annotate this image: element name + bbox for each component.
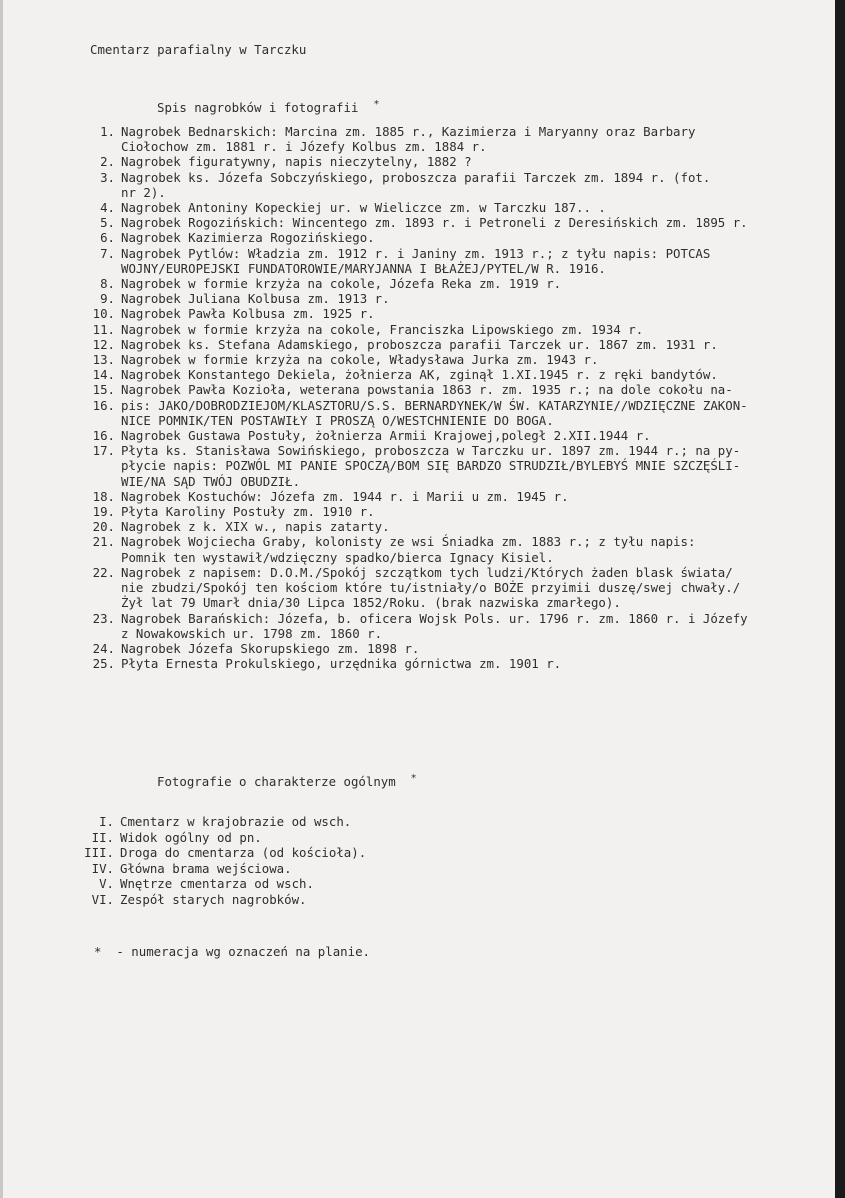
list-item <box>82 154 827 169</box>
list-item <box>82 322 827 337</box>
list-item-text: Płyta Ernesta Prokulskiego, urzędnika górnictwa zm. 1901 r. <box>121 656 562 672</box>
photo-item <box>66 830 566 846</box>
list-item-text: Nagrobek Pawła Kolbusa zm. 1925 r. <box>121 306 375 322</box>
list-item-text: Płyta ks. Stanisława Sowińskiego, proboszcza w Tarczku ur. 1897 zm. 1944 r.; na py- płycie napis: POZWÓL MI PANIE SPOCZĄ/BOM SIĘ BARDZO STRUDZIŁ/BYLEBYŚ MNIE SZCZĘŚLI- WIE/NA SĄD TWÓJ OBUDZIŁ. <box>121 443 741 489</box>
photo-item-text: Wnętrze cmentarza od wsch. <box>120 876 314 891</box>
photo-item-number: III. <box>84 845 114 860</box>
photo-item <box>66 861 566 877</box>
photo-item-text: Zespół starych nagrobków. <box>120 891 307 907</box>
photo-item-text: Główna brama wejściowa. <box>120 860 292 876</box>
photo-list <box>66 814 566 907</box>
list-item-number: 13. <box>92 352 115 368</box>
list-item-text: Nagrobek ks. Stefana Adamskiego, proboszcza parafii Tarczek ur. 1867 zm. 1931 r. <box>121 336 718 352</box>
list-item-text: Nagrobek Pytlów: Władzia zm. 1912 r. i Janiny zm. 1913 r.; z tyłu napis: POTCAS WOJNY/EUROPEJSKI FUNDATOROWIE/MARYJANNA I BŁAŻEJ/PYTEL/W R. 1916. <box>121 245 711 276</box>
list-item-number: 16. <box>92 428 115 444</box>
scan-edge-left <box>0 0 3 1198</box>
list-item <box>82 276 827 291</box>
list-item-number: 19. <box>92 504 115 520</box>
list-item-text: Nagrobek Kazimierza Rogozińskiego. <box>121 230 375 246</box>
list-item-text: Nagrobek figuratywny, napis nieczytelny, 1882 ? <box>121 154 472 170</box>
list-item-text: Nagrobek Gustawa Postuły, żołnierza Armii Krajowej,poległ 2.XII.1944 r. <box>121 428 651 444</box>
list-item-number: 16. <box>92 397 115 413</box>
list-item-number: 18. <box>92 488 115 504</box>
list-item-number: 22. <box>92 564 115 580</box>
list-title-text: Spis nagrobków i fotografii <box>157 100 359 116</box>
list-item <box>82 306 827 321</box>
list-item-text: Nagrobek Kostuchów: Józefa zm. 1944 r. i Marii u zm. 1945 r. <box>121 488 569 504</box>
tombstone-list <box>82 124 827 671</box>
list-item-number: 2. <box>100 154 115 170</box>
photo-item-number: V. <box>99 876 114 891</box>
list-item-text: Nagrobek z napisem: D.O.M./Spokój szczątkom tych ludzi/Których żaden blask świata/ nie zbudzi/Spokój ten kościom które tu/istniały/o BOŻE przyimii duszę/swej chwały./ Żył lat 79 Umarł dnia/30 Lipca 1852/Roku. (brak nazwiska zmarłego). <box>121 564 741 611</box>
list-item-number: 11. <box>92 321 115 337</box>
list-item-number: 15. <box>92 382 115 398</box>
list-item-text: Nagrobek w formie krzyża na cokole, Władysława Jurka zm. 1943 r. <box>121 352 599 368</box>
photo-item <box>66 845 566 861</box>
list-item <box>82 504 827 519</box>
list-item <box>82 352 827 367</box>
list-item <box>82 398 827 428</box>
list-item-number: 6. <box>100 230 115 246</box>
list-item-number: 21. <box>92 534 115 550</box>
list-item-number: 5. <box>100 215 115 231</box>
list-item-number: 17. <box>92 443 115 459</box>
list-item <box>82 291 827 306</box>
list-item <box>82 443 827 489</box>
list-item-number: 12. <box>92 336 115 352</box>
list-item-number: 20. <box>92 519 115 535</box>
list-item-number: 25. <box>92 656 115 672</box>
list-item-number: 14. <box>92 367 115 383</box>
list-item <box>82 534 827 564</box>
list-item-text: pis: JAKO/DOBRODZIEJOM/KLASZTORU/S.S. BERNARDYNEK/W ŚW. KATARZYNIE//WDZIĘCZNE ZAKON- NICE POMNIK/TEN POSTAWIŁY I PROSZĄ O/WESTCHNIENIE DO BOGA. <box>121 397 748 428</box>
photo-item-text: Widok ogólny od pn. <box>120 829 262 845</box>
photo-item <box>66 892 566 908</box>
list-item <box>82 428 827 443</box>
list-item-text: Nagrobek Pawła Kozioła, weterana powstania 1863 r. zm. 1935 r.; na dole cokołu na- <box>121 382 733 398</box>
photo-item-number: II. <box>91 829 114 845</box>
list-item-text: Nagrobek Juliana Kolbusa zm. 1913 r. <box>121 291 390 307</box>
list-item <box>82 519 827 534</box>
list-item-number: 4. <box>100 200 115 216</box>
list-item <box>82 337 827 352</box>
list-item <box>82 246 827 276</box>
list-item-number: 3. <box>100 169 115 185</box>
photo-item-number: VI. <box>91 891 114 907</box>
list-item-text: Nagrobek Wojciecha Graby, kolonisty ze wsi Śniadka zm. 1883 r.; z tyłu napis: Pomnik ten wystawił/wdzięczny spadko/bierca Ignacy Kisiel. <box>121 534 696 565</box>
photo-item-number: IV. <box>91 860 114 876</box>
list-title-asterisk: * <box>373 99 380 110</box>
list-item <box>82 382 827 397</box>
photos-title-text: Fotografie o charakterze ogólnym <box>157 774 396 790</box>
list-item-text: Nagrobek Konstantego Dekiela, żołnierza AK, zginął 1.XI.1945 r. z ręki bandytów. <box>121 367 718 383</box>
list-item-number: 7. <box>100 245 115 261</box>
list-item <box>82 489 827 504</box>
list-item-text: Nagrobek w formie krzyża na cokole, Franciszka Lipowskiego zm. 1934 r. <box>121 321 644 337</box>
list-item-number: 10. <box>92 306 115 322</box>
footnote: * - numeracja wg oznaczeń na planie. <box>94 944 371 959</box>
list-item-text: Nagrobek w formie krzyża na cokole, Józefa Reka zm. 1919 r. <box>121 276 562 292</box>
list-item <box>82 611 827 641</box>
list-item-number: 24. <box>92 640 115 656</box>
list-item <box>82 656 827 671</box>
list-item <box>82 565 827 611</box>
list-item-number: 9. <box>100 291 115 307</box>
list-item-text: Nagrobek Antoniny Kopeckiej ur. w Wieliczce zm. w Tarczku 187.. . <box>121 200 606 216</box>
photos-title <box>157 771 417 789</box>
list-item-text: Płyta Karoliny Postuły zm. 1910 r. <box>121 504 375 520</box>
list-item-number: 8. <box>100 276 115 292</box>
list-item <box>82 124 827 154</box>
list-item-number: 1. <box>100 124 115 139</box>
list-item <box>82 641 827 656</box>
list-item-text: Nagrobek ks. Józefa Sobczyńskiego, proboszcza parafii Tarczek zm. 1894 r. (fot. nr 2). <box>121 169 711 200</box>
scan-edge-right <box>835 0 845 1198</box>
photo-item-number: I. <box>99 814 114 829</box>
list-item <box>82 200 827 215</box>
document-header: Cmentarz parafialny w Tarczku <box>90 42 307 57</box>
photo-item <box>66 814 566 830</box>
list-title <box>157 97 379 115</box>
list-item <box>82 367 827 382</box>
list-item-number: 23. <box>92 610 115 626</box>
list-item <box>82 215 827 230</box>
list-item-text: Nagrobek Barańskich: Józefa, b. oficera Wojsk Pols. ur. 1796 r. zm. 1860 r. i Józefy z Nowakowskich ur. 1798 zm. 1860 r. <box>121 610 748 641</box>
list-item-text: Nagrobek Józefa Skorupskiego zm. 1898 r. <box>121 640 420 656</box>
list-item-text: Nagrobek z k. XIX w., napis zatarty. <box>121 519 390 535</box>
list-item-text: Nagrobek Bednarskich: Marcina zm. 1885 r., Kazimierza i Maryanny oraz Barbary Ciołochow zm. 1881 r. i Józefy Kolbus zm. 1884 r. <box>121 124 696 155</box>
list-item-text: Nagrobek Rogozińskich: Wincentego zm. 1893 r. i Petroneli z Deresińskich zm. 1895 r. <box>121 215 748 231</box>
photo-item-text: Cmentarz w krajobrazie od wsch. <box>120 814 352 829</box>
photo-item-text: Droga do cmentarza (od kościoła). <box>120 845 367 860</box>
photo-item <box>66 876 566 892</box>
photos-title-asterisk: * <box>410 773 417 784</box>
list-item <box>82 170 827 200</box>
list-item <box>82 230 827 245</box>
